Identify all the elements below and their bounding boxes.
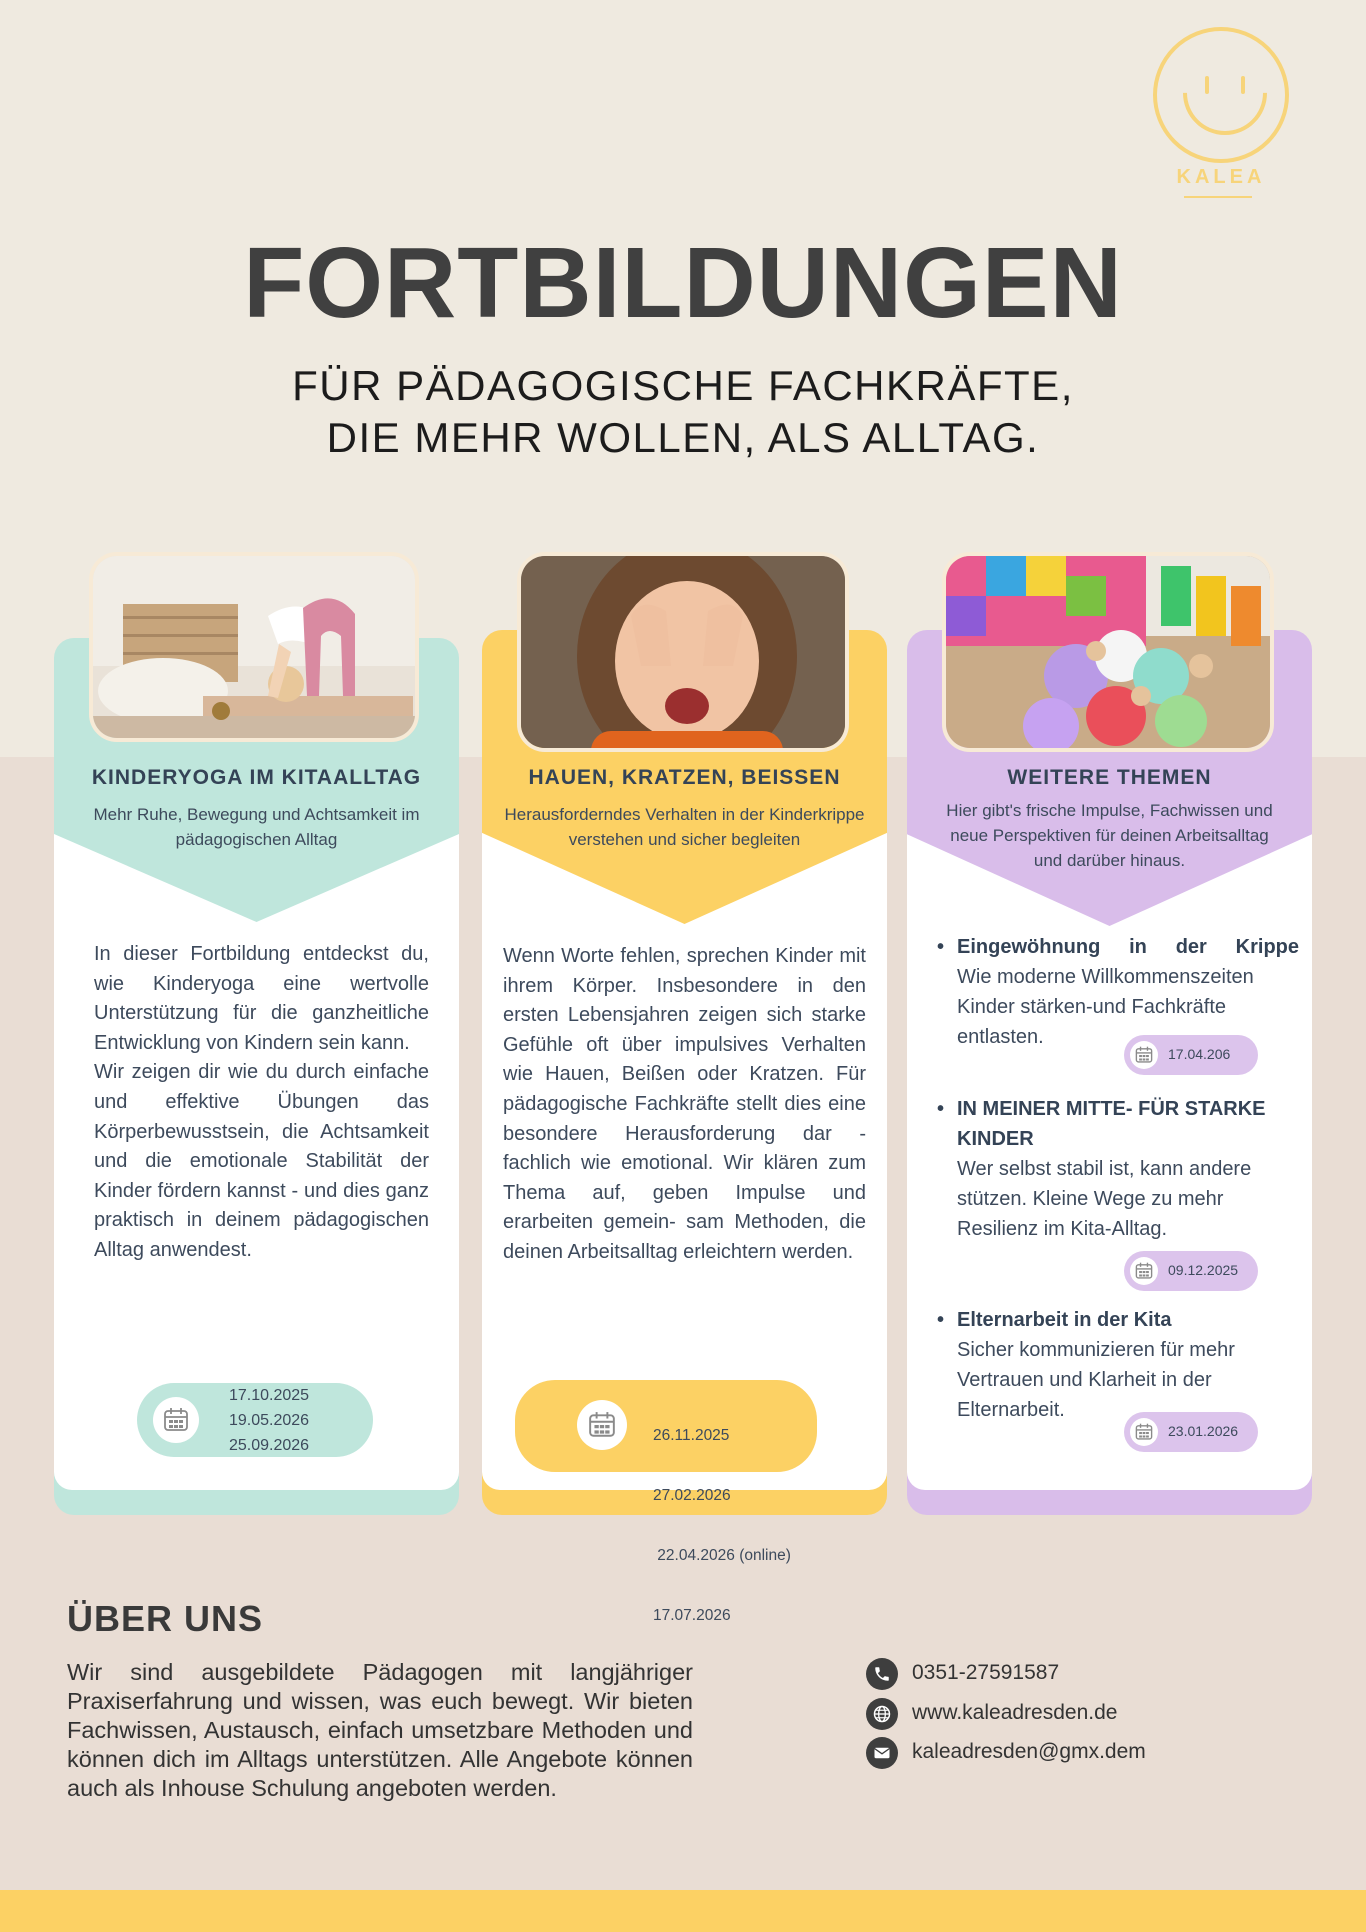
globe-icon: [866, 1698, 898, 1730]
topic-title: • Eingewöhnung in der Krippe: [937, 932, 1299, 962]
calendar-icon: [577, 1400, 627, 1450]
date-pill: [1124, 1412, 1258, 1452]
smiley-icon: [1153, 27, 1289, 163]
phone-number: 0351-27591587: [912, 1661, 1060, 1684]
date-item: 22.04.2026 (online): [653, 1547, 791, 1564]
card-title: WEITERE THEMEN: [1007, 766, 1212, 789]
topic-item: [937, 1305, 1299, 1425]
topic-text: Wie moderne Willkommenszeiten Kinder stärken-und Fachkräfte entlasten.: [957, 966, 1254, 1048]
calendar-icon: [1130, 1418, 1158, 1446]
date-list: [653, 1386, 791, 1666]
photo-crying-child: [517, 552, 849, 752]
date-item: 17.10.2025: [229, 1387, 310, 1404]
logo-underline: [1184, 196, 1252, 198]
website-url: www.kaleadresden.de: [912, 1701, 1118, 1724]
date-item: 17.07.2026: [653, 1607, 731, 1624]
kalea-logo: [1150, 24, 1292, 204]
footer-bar: [0, 1890, 1366, 1932]
date-item: 26.11.2025: [653, 1427, 730, 1444]
course-card-weitere-themen: [907, 548, 1312, 1515]
calendar-icon: [1130, 1041, 1158, 1069]
photo-children-circle: [942, 552, 1274, 752]
topic-date: 09.12.2025: [1168, 1262, 1239, 1278]
page-title: FORTBILDUNGEN: [243, 227, 1123, 339]
about-text: Wir sind ausgebildete Pädagogen mit langjähriger Praxiserfahrung und wissen, was euch bewegt. Wir bieten Fachwissen, Austausch, einfach umsetzbare Methoden und können dich im Alltags unterstützen. Alle Angebote können auch als Inhouse Schulung angeboten werden.: [67, 1659, 693, 1801]
date-pill: [515, 1380, 817, 1624]
card-title: HAUEN, KRATZEN, BEISSEN: [528, 766, 841, 789]
logo-text: KALEA: [1176, 166, 1266, 188]
topic-text: Sicher kommunizieren für mehr Vertrauen und Klarheit in der Elternarbeit.: [957, 1339, 1235, 1421]
date-item: 19.05.2026: [229, 1412, 310, 1429]
topic-title: • IN MEINER MITTE- FÜR STARKE KINDER: [937, 1094, 1299, 1154]
date-item: 25.09.2026: [229, 1437, 310, 1454]
subtitle-line-2: DIE MEHR WOLLEN, ALS ALLTAG.: [326, 414, 1040, 461]
date-pill: [1124, 1035, 1258, 1075]
date-pill: [137, 1383, 373, 1457]
topic-item: [937, 1094, 1299, 1244]
photo-kinderyoga: [89, 552, 419, 742]
topic-date: 23.01.2026: [1168, 1423, 1239, 1439]
envelope-icon: [866, 1737, 898, 1769]
email-address: kaleadresden@gmx.dem: [912, 1740, 1146, 1763]
subtitle-line-1: FÜR PÄDAGOGISCHE FACHKRÄFTE,: [292, 362, 1074, 409]
date-pill: [1124, 1251, 1258, 1291]
date-list: [229, 1383, 309, 1458]
course-card-kinderyoga: [54, 548, 459, 1515]
date-item: 27.02.2026: [653, 1487, 731, 1504]
card-title: KINDERYOGA IM KITAALLTAG: [91, 766, 422, 789]
card-subtitle: Herausforderndes Verhalten in der Kinderkrippe verstehen und sicher begleiten: [504, 805, 865, 849]
page-subtitle: [0, 360, 1366, 464]
card-subtitle: Mehr Ruhe, Bewegung und Achtsamkeit im pädagogischen Alltag: [93, 805, 420, 849]
topic-date: 17.04.206: [1168, 1046, 1231, 1062]
about-title: ÜBER UNS: [67, 1598, 264, 1639]
card-subtitle: Hier gibt's frische Impulse, Fachwissen und neue Perspektiven für deinen Arbeitsalltag und darüber hinaus.: [946, 801, 1273, 870]
calendar-icon: [1130, 1257, 1158, 1285]
topic-item: [937, 932, 1299, 1052]
phone-icon: [866, 1658, 898, 1690]
topic-title: • Elternarbeit in der Kita: [937, 1305, 1299, 1335]
course-card-hauen-kratzen-beissen: [482, 548, 887, 1624]
topic-text: Wer selbst stabil ist, kann andere stützen. Kleine Wege zu mehr Resilienz im Kita-Alltag.: [957, 1158, 1252, 1240]
calendar-icon: [153, 1397, 199, 1443]
card-description: In dieser Fortbildung entdeckst du, wie Kinderyoga eine wertvolle Unterstützung für die ganzheitliche Entwicklung von Kindern sein kann. Wir zeigen dir wie du durch einfache und effektive Übungen das Körperbewusstsein, die Achtsamkeit und die emotionale Stabilität der Kinder fördern kannst - und dies ganz praktisch in deinem pädagogischen Alltag anwendest.: [94, 943, 429, 1261]
card-description: Wenn Worte fehlen, sprechen Kinder mit ihrem Körper. Insbesondere in den ersten Lebensjahren zeigen sich starke Gefühle oft über impulsives Verhalten wie Hauen, Beißen oder Kratzen. Für pädagogische Fachkräfte stellt dies eine besondere Herausforderung dar - fachlich wie emotional. Wir klären zum Thema auf, geben Impulse und erarbeiten gemein- sam Methoden, die deinen Arbeitsalltag erleichtern werden.: [503, 945, 866, 1263]
